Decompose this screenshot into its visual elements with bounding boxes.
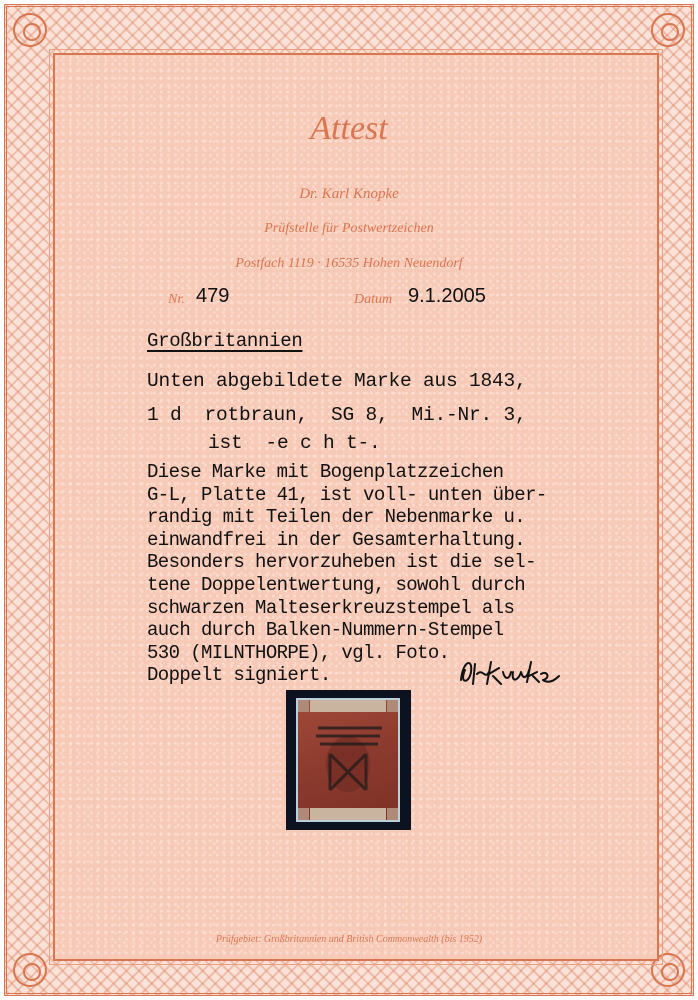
handwritten-signature: [455, 650, 565, 690]
description-line: auch durch Balken-Nummern-Stempel: [147, 619, 504, 642]
penny-red-stamp-image: [296, 698, 400, 822]
corner-ornament-icon: [13, 953, 47, 987]
description-line: einwandfrei in der Gesamterhaltung.: [147, 528, 526, 551]
number-label: Nr.: [168, 292, 185, 307]
stamp-description-line-1: Unten abgebildete Marke aus 1843,: [147, 370, 527, 392]
description-line: G-L, Platte 41, ist voll- unten über-: [147, 483, 547, 506]
description-line: Doppelt signiert.: [147, 664, 331, 687]
examiner-name: Dr. Karl Knopke: [299, 186, 399, 202]
corner-ornament-icon: [651, 13, 685, 47]
certificate-date: 9.1.2005: [408, 285, 486, 307]
certificate-number: 479: [196, 285, 230, 307]
corner-ornament-icon: [13, 13, 47, 47]
country-heading: Großbritannien: [147, 330, 303, 352]
stamp-photo: [286, 690, 411, 830]
description-line: schwarzen Malteserkreuzstempel als: [147, 596, 515, 619]
description-line: Besonders hervorzuheben ist die sel-: [147, 551, 536, 574]
description-line: tene Doppelentwertung, sowohl durch: [147, 573, 526, 596]
description-line: 530 (MILNTHORPE), vgl. Foto.: [147, 641, 450, 664]
description-line: Diese Marke mit Bogenplatzzeichen: [147, 461, 504, 483]
stamp-description-line-2: 1 d rotbraun, SG 8, Mi.-Nr. 3,: [147, 404, 527, 426]
cancellation-marks-icon: [296, 698, 400, 822]
examiner-office: Prüfstelle für Postwertzeichen: [264, 221, 434, 236]
description-line: randig mit Teilen der Nebenmarke u.: [147, 506, 526, 529]
certificate-title: Attest: [310, 110, 388, 147]
footer-note: Prüfgebiet: Großbritannien und British Commonwealth (bis 1952): [215, 934, 483, 945]
examiner-address: Postfach 1119 · 16535 Hohen Neuendorf: [235, 256, 463, 271]
date-label: Datum: [354, 292, 393, 307]
genuine-statement: ist -e c h t-.: [208, 432, 381, 454]
